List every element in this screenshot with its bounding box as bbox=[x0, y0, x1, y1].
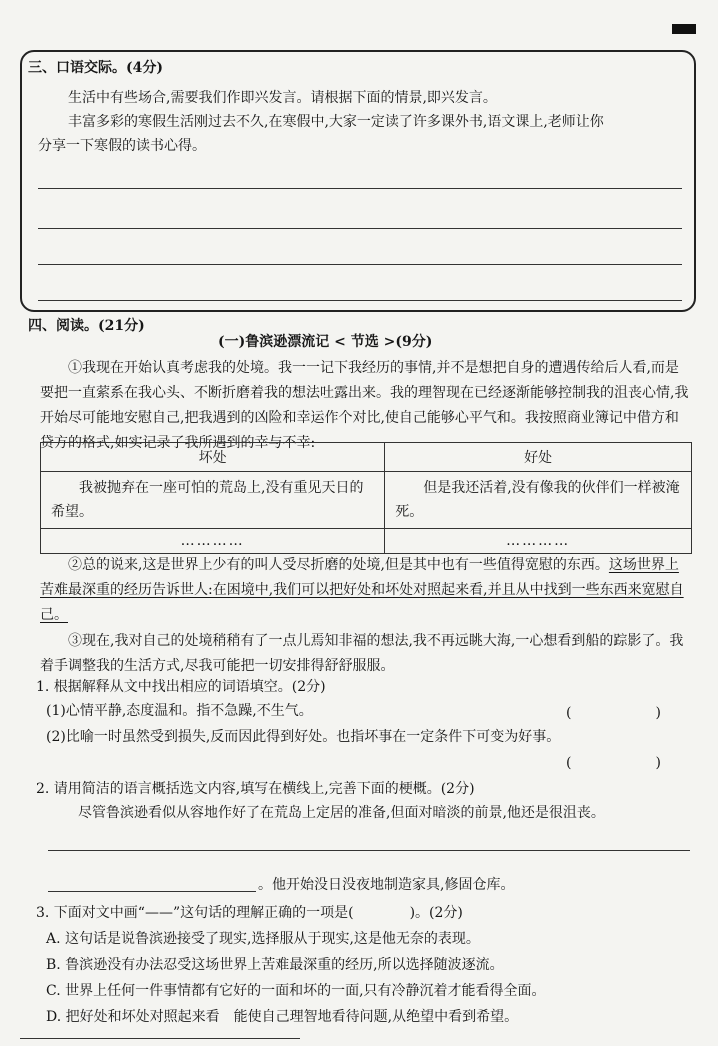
passage-paragraph-3: ③现在,我对自己的处境稍稍有了一点儿焉知非福的想法,我不再远眺大海,一心想看到船的踪影了。我着手调整我的生活方式,尽我可能把一切安排得舒舒服服。 bbox=[40, 633, 684, 674]
passage-title: (一)鲁滨逊漂流记 < 节选 >(9分) bbox=[218, 334, 433, 350]
answer-line[interactable] bbox=[38, 264, 682, 265]
answer-blank[interactable]: ( ) bbox=[566, 705, 661, 721]
passage-paragraph-1: ①我现在开始认真考虑我的处境。我一一记下我经历的事情,并不是想把自身的遭遇传给后人看,而是要把一直萦系在我心头、不断折磨着我的想法吐露出来。我的理智现在已经逐渐能够控制我的沮丧心情,我开始尽可能地安慰自己,把我遇到的凶险和幸运作个对比,使自己能够心平气和。我按照商业簿记中借方和贷方的格式,如实记录了我所遇到的幸与不幸: bbox=[40, 360, 689, 451]
option-a[interactable]: A. 这句话是说鲁滨逊接受了现实,选择服从于现实,这是他无奈的表现。 bbox=[46, 931, 480, 947]
table-header-good: 好处 bbox=[385, 443, 692, 472]
page-marker bbox=[672, 24, 696, 34]
question-1a: (1)心情平静,态度温和。指不急躁,不生气。 bbox=[46, 703, 313, 719]
table-cell-good: 但是我还活着,没有像我的伙伴们一样被淹死。 bbox=[385, 472, 692, 529]
question-2: 2. 请用简洁的语言概括选文内容,填写在横线上,完善下面的梗概。(2分) bbox=[36, 781, 475, 797]
section3-scenario-cont: 分享一下寒假的读书心得。 bbox=[38, 138, 206, 154]
answer-line[interactable] bbox=[48, 891, 256, 892]
question-3: 3. 下面对文中画“——”这句话的理解正确的一项是( )。(2分) bbox=[36, 905, 463, 921]
answer-line[interactable] bbox=[38, 188, 682, 189]
question-2-end: 。他开始没日没夜地制造家具,修固仓库。 bbox=[258, 877, 515, 893]
table-cell-bad: 我被抛弃在一座可怕的荒岛上,没有重见天日的希望。 bbox=[41, 472, 385, 529]
passage-paragraph-2: ②总的说来,这是世界上少有的叫人受尽折磨的处境,但是其中也有一些值得宽慰的东西。这场世界上苦难最深重的经历告诉世人:在困境中,我们可以把好处和坏处对照起来看,并且从中找到一些东西来宽慰自己。 bbox=[40, 557, 684, 623]
option-b[interactable]: B. 鲁滨逊没有办法忍受这场世界上苦难最深重的经历,所以选择随波逐流。 bbox=[46, 957, 504, 973]
table-cell-ellipsis: ………… bbox=[385, 529, 692, 554]
question-1b: (2)比喻一时虽然受到损失,反而因此得到好处。也指坏事在一定条件下可变为好事。 bbox=[46, 729, 561, 745]
table-header-bad: 坏处 bbox=[41, 443, 385, 472]
section4-title: 四、阅读。(21分) bbox=[28, 318, 145, 334]
question-2-text: 尽管鲁滨逊看似从容地作好了在荒岛上定居的准备,但面对暗淡的前景,他还是很沮丧。 bbox=[78, 805, 605, 821]
answer-blank[interactable]: ( ) bbox=[566, 755, 661, 771]
section3-title: 三、口语交际。(4分) bbox=[28, 60, 163, 76]
option-c[interactable]: C. 世界上任何一件事情都有它好的一面和坏的一面,只有冷静沉着才能看得全面。 bbox=[46, 983, 546, 999]
answer-line[interactable] bbox=[48, 850, 690, 851]
fortune-table bbox=[40, 442, 692, 554]
option-d[interactable]: D. 把好处和坏处对照起来看 能使自己理智地看待问题,从绝望中看到希望。 bbox=[46, 1009, 519, 1025]
underlined-sentence: 这场世界上苦难最深重的经历告诉世人:在困境中,我们可以把好处和坏处对照起来看,并且从中找到一些东西来宽慰自己。 bbox=[40, 557, 684, 623]
answer-line[interactable] bbox=[38, 300, 682, 301]
bottom-border-line bbox=[20, 1038, 300, 1039]
answer-line[interactable] bbox=[38, 228, 682, 229]
table-cell-ellipsis: ………… bbox=[41, 529, 385, 554]
section3-scenario: 丰富多彩的寒假生活刚过去不久,在寒假中,大家一定读了许多课外书,语文课上,老师让你 bbox=[68, 114, 604, 130]
question-1: 1. 根据解释从文中找出相应的词语填空。(2分) bbox=[36, 679, 326, 695]
section3-instruction: 生活中有些场合,需要我们作即兴发言。请根据下面的情景,即兴发言。 bbox=[68, 90, 497, 106]
